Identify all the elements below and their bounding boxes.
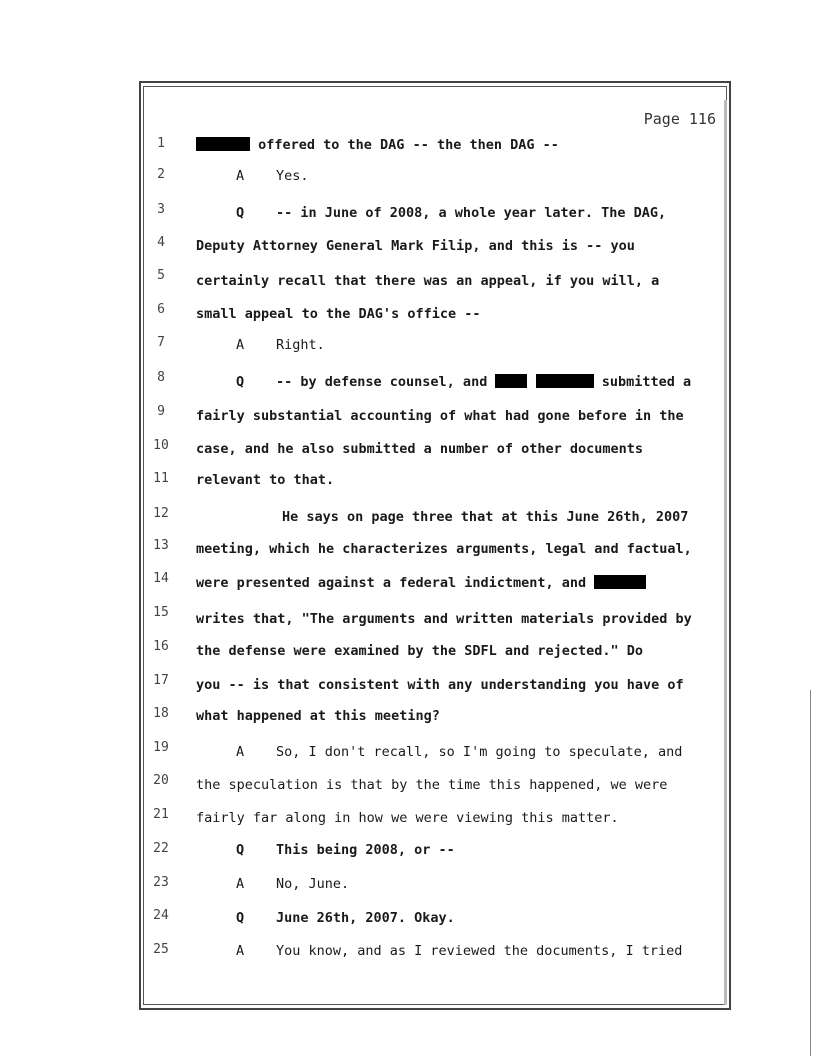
line-number: 9: [157, 404, 165, 419]
page-number-header: Page 116: [643, 110, 716, 128]
transcript-line-23: A No, June.: [236, 876, 350, 892]
line-number: 1: [157, 136, 165, 151]
transcript-line-20: the speculation is that by the time this happened, we were: [196, 777, 668, 793]
line-number: 18: [153, 706, 169, 721]
line-number: 25: [153, 942, 169, 957]
line-number: 12: [153, 506, 169, 521]
transcript-line-6: small appeal to the DAG's office --: [196, 306, 481, 322]
line-number: 13: [153, 538, 169, 553]
speaker-label: A: [236, 337, 245, 353]
speaker-label: A: [236, 168, 245, 184]
transcript-line-24: Q June 26th, 2007. Okay.: [236, 910, 455, 926]
line-number: 8: [157, 370, 165, 385]
transcript-line-13: meeting, which he characterizes arguments, legal and factual,: [196, 541, 692, 557]
transcript-line-15: writes that, "The arguments and written materials provided by: [196, 611, 692, 627]
transcript-line-9: fairly substantial accounting of what had gone before in the: [196, 408, 684, 424]
line-number: 4: [157, 235, 165, 250]
transcript-line-25: A You know, and as I reviewed the documents, I tried: [236, 943, 683, 959]
transcript-line-19: A So, I don't recall, so I'm going to speculate, and: [236, 744, 683, 760]
transcript-line-1: offered to the DAG -- the then DAG --: [196, 137, 716, 153]
line-number: 2: [157, 167, 165, 182]
redaction-block: [594, 575, 646, 589]
speaker-label: A: [236, 744, 245, 760]
line-number: 23: [153, 875, 169, 890]
transcript-line-17: you -- is that consistent with any understanding you have of: [196, 677, 684, 693]
frame-shadow: [724, 100, 727, 1005]
line-number: 17: [153, 673, 169, 688]
transcript-line-3: Q -- in June of 2008, a whole year later. The DAG,: [236, 205, 667, 221]
line-number: 10: [153, 438, 169, 453]
transcript-line-5: certainly recall that there was an appeal, if you will, a: [196, 273, 660, 289]
line-number: 3: [157, 202, 165, 217]
redaction-block: [495, 374, 527, 388]
transcript-line-12: He says on page three that at this June 26th, 2007: [282, 509, 689, 525]
line-number: 19: [153, 740, 169, 755]
transcript-line-22: Q This being 2008, or --: [236, 842, 455, 858]
redaction-block: [196, 137, 250, 151]
transcript-line-21: fairly far along in how we were viewing this matter.: [196, 810, 619, 826]
line-number: 16: [153, 639, 169, 654]
speaker-label: A: [236, 943, 245, 959]
line-number: 24: [153, 908, 169, 923]
line-number: 14: [153, 571, 169, 586]
transcript-line-18: what happened at this meeting?: [196, 708, 440, 724]
speaker-label: Q: [236, 374, 245, 390]
speaker-label: Q: [236, 842, 245, 858]
transcript-line-14: were presented against a federal indictment, and: [196, 575, 716, 591]
line-number: 7: [157, 335, 165, 350]
speaker-label: Q: [236, 910, 245, 926]
line-number: 6: [157, 302, 165, 317]
page-edge-line: [810, 690, 811, 1056]
transcript-line-7: A Right.: [236, 337, 325, 353]
line-number: 11: [153, 471, 169, 486]
line-number: 5: [157, 268, 165, 283]
line-number: 22: [153, 841, 169, 856]
redaction-block: [536, 374, 594, 388]
speaker-label: A: [236, 876, 245, 892]
speaker-label: Q: [236, 205, 245, 221]
transcript-line-8: Q -- by defense counsel, and submitted a: [236, 374, 692, 390]
line-number: 21: [153, 807, 169, 822]
line-number: 20: [153, 773, 169, 788]
transcript-line-2: A Yes.: [236, 168, 309, 184]
transcript-line-4: Deputy Attorney General Mark Filip, and this is -- you: [196, 238, 635, 254]
transcript-line-10: case, and he also submitted a number of other documents: [196, 441, 644, 457]
transcript-line-11: relevant to that.: [196, 472, 335, 488]
transcript-line-16: the defense were examined by the SDFL and rejected." Do: [196, 643, 644, 659]
line-number: 15: [153, 605, 169, 620]
